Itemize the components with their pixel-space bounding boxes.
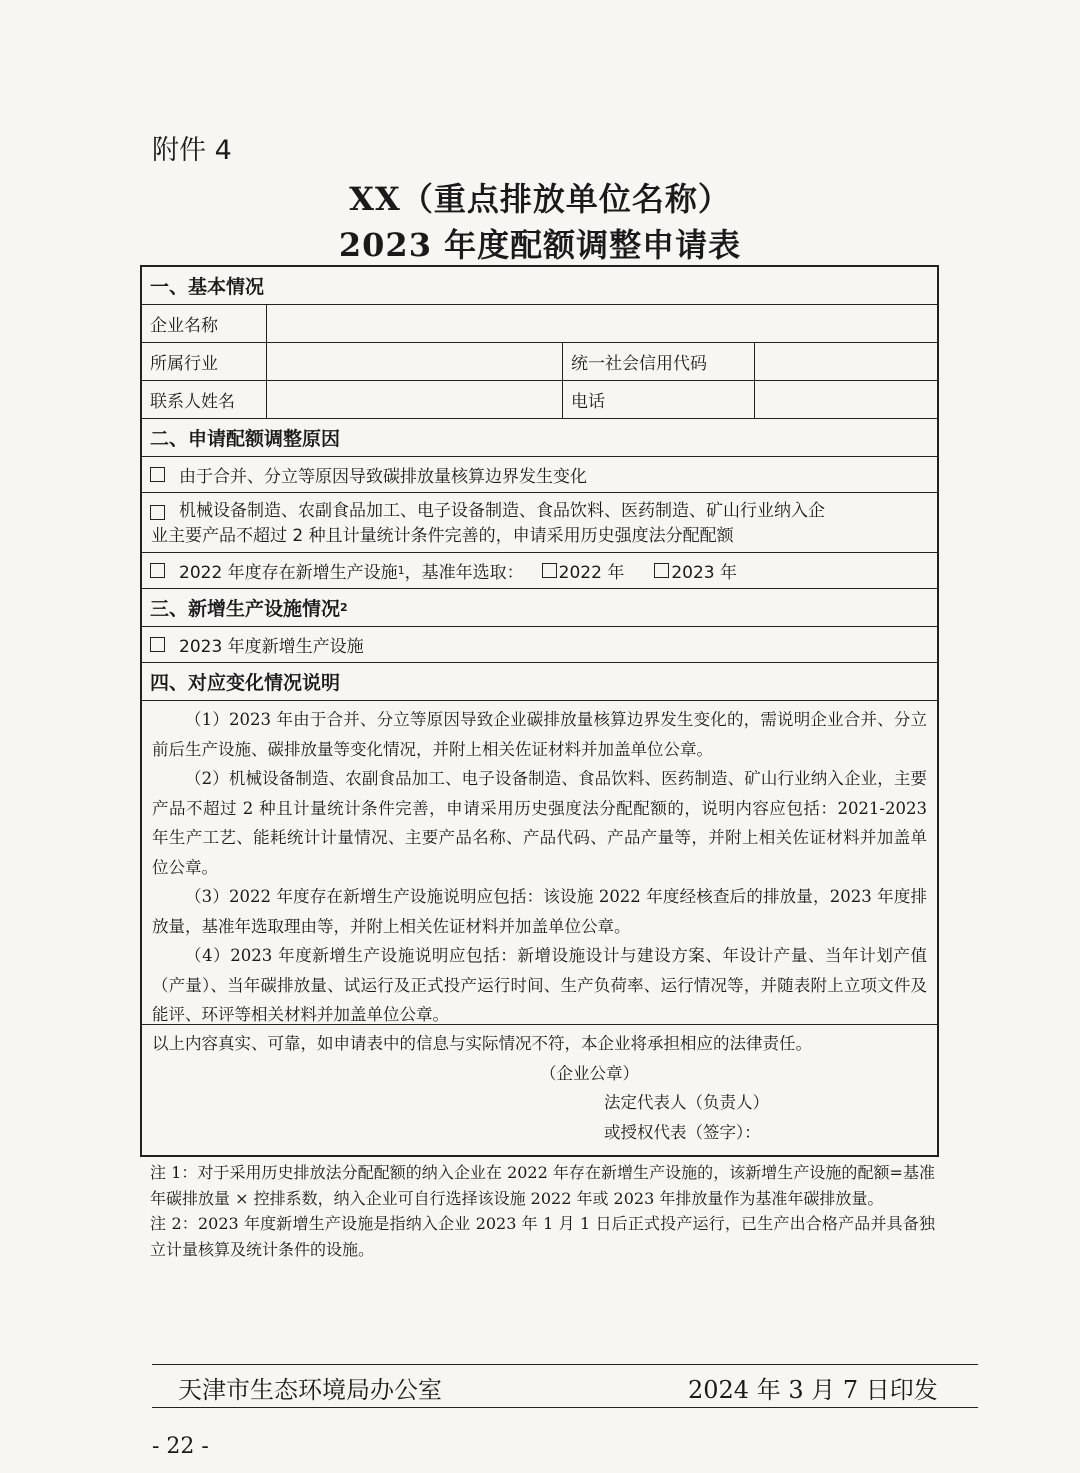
authorized-representative-label: 或授权代表（签字）： (604, 1122, 761, 1142)
reason-option-merger[interactable] (142, 457, 937, 493)
credit-code-field[interactable] (754, 343, 937, 380)
contact-row (142, 381, 937, 419)
footnotes (150, 1160, 935, 1262)
reason-option-intensity-line2: 业主要产品不超过 2 种且计量统计条件完善的，申请采用历史强度法分配配额 (151, 526, 734, 546)
section2-heading: 二、申请配额调整原因 (142, 419, 937, 457)
declaration-statement: 以上内容真实、可靠，如申请表中的信息与实际情况不符，本企业将承担相应的法律责任。 (152, 1034, 812, 1053)
new-facility-2023-text: 2023 年度新增生产设施 (179, 637, 364, 657)
declaration-block (142, 1025, 937, 1157)
reason-option-new-facility-2022[interactable] (142, 553, 937, 589)
section4-heading: 四、对应变化情况说明 (142, 663, 937, 701)
industry-label: 所属行业 (150, 354, 218, 374)
description-para-4: （4）2023 年度新增生产设施说明应包括：新增设施设计与建设方案、年设计产量、当年计划产值（产量）、当年碳排放量、试运行及正式投产运行时间、生产负荷率、运行情况等，并随表附上立项文件及能评、环评等相关材料并加盖单位公章。 (152, 946, 927, 1024)
footer-bottom-rule (152, 1407, 978, 1408)
description-para-3: （3）2022 年度存在新增生产设施说明应包括：该设施 2022 年度经核查后的排放量，2023 年度排放量，基准年选取理由等，并附上相关佐证材料并加盖单位公章。 (152, 887, 927, 936)
description-para-1: （1）2023 年由于合并、分立等原因导致企业碳排放量核算边界发生变化的，需说明企业合并、分立前后生产设施、碳排放量等变化情况，并附上相关佐证材料并加盖单位公章。 (152, 710, 927, 759)
section3-heading (142, 589, 937, 627)
footer-top-rule (152, 1364, 978, 1365)
reason-option-intensity[interactable] (142, 493, 937, 553)
checkbox-year-2022[interactable] (542, 563, 557, 578)
application-form-table (140, 265, 939, 1157)
section1-heading: 一、基本情况 (142, 267, 937, 305)
attachment-label: 附件 4 (152, 135, 232, 166)
checkbox-year-2023[interactable] (654, 563, 669, 578)
company-name-label: 企业名称 (150, 316, 218, 336)
page-number: - 22 - (152, 1434, 209, 1459)
company-seal-label: （企业公章） (540, 1063, 639, 1083)
footnote-ref-1: 1 (397, 564, 405, 577)
footnote-1: 注 1：对于采用历史排放法分配配额的纳入企业在 2022 年存在新增生产设施的，该新增生产设施的配额=基准年碳排放量 × 控排系数，纳入企业可自行选择该设施 2022 年或 2023 年排放量作为基准年碳排放量。 (150, 1163, 935, 1208)
description-para-2: （2）机械设备制造、农副食品加工、电子设备制造、食品饮料、医药制造、矿山行业纳入企业，主要产品不超过 2 种且计量统计条件完善，申请采用历史强度法分配配额的，说明内容应包括：2021-2023 年生产工艺、能耗统计计量情况、主要产品名称、产品代码、产品产量等，并附上相关佐证材料并加盖单位公章。 (152, 769, 927, 877)
checkbox-new-facility-2022[interactable] (150, 563, 165, 578)
issue-date: 2024 年 3 月 7 日印发 (688, 1376, 938, 1404)
company-name-field[interactable] (266, 305, 937, 342)
company-name-row (142, 305, 937, 343)
change-description-block (142, 701, 937, 1025)
section3-heading-text: 三、新增生产设施情况 (150, 598, 341, 620)
checkbox-merger[interactable] (150, 467, 165, 482)
industry-field[interactable] (266, 343, 562, 380)
new-facility-2023-option[interactable] (142, 627, 937, 663)
footnote-2: 注 2：2023 年度新增生产设施是指纳入企业 2023 年 1 月 1 日后正式投产运行，已生产出合格产品并具备独立计量核算及统计条件的设施。 (150, 1214, 935, 1259)
reason-option-merger-text: 由于合并、分立等原因导致碳排放量核算边界发生变化 (179, 467, 587, 487)
legal-representative-label: 法定代表人（负责人） (604, 1093, 769, 1112)
reason-option-new-facility-text: 2022 年度存在新增生产设施 (179, 563, 398, 583)
footnote-ref-2: 2 (340, 601, 348, 614)
base-year-label: ，基准年选取： (404, 563, 524, 583)
credit-code-label: 统一社会信用代码 (562, 343, 754, 380)
phone-field[interactable] (754, 381, 937, 418)
checkbox-new-facility-2023[interactable] (150, 637, 165, 652)
phone-label: 电话 (562, 381, 754, 418)
form-title-line2: 2023 年度配额调整申请表 (338, 226, 742, 264)
contact-field[interactable] (266, 381, 562, 418)
issuing-office: 天津市生态环境局办公室 (178, 1376, 442, 1404)
form-title-line1: XX（重点排放单位名称） (349, 180, 731, 218)
checkbox-intensity[interactable] (150, 505, 165, 520)
year-2022-label: 2022 年 (558, 563, 625, 583)
industry-row (142, 343, 937, 381)
year-2023-label: 2023 年 (671, 563, 738, 583)
contact-label: 联系人姓名 (150, 392, 235, 412)
reason-option-intensity-line1: 机械设备制造、农副食品加工、电子设备制造、食品饮料、医药制造、矿山行业纳入企 (179, 501, 825, 521)
